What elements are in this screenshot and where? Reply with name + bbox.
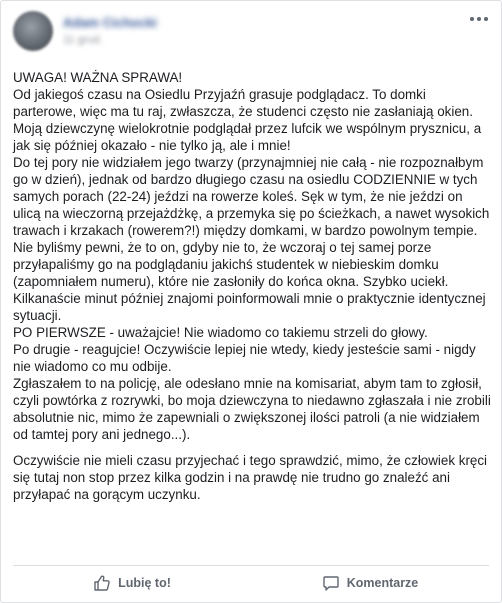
more-options-icon[interactable]: [467, 11, 491, 27]
like-label: Lubię to!: [118, 576, 171, 590]
post-line: Oczywiście nie mieli czasu przyjechać i tego sprawdzić, mimo, że człowiek kręci się tutaj non stop przez kilka godzin i na prawdę nie trudno go znaleźć ani przyłapać na gorącym uczynku.: [13, 453, 488, 502]
post-text: [13, 69, 491, 503]
author-name[interactable]: Adam Cichocki: [63, 15, 157, 30]
more-dot: [470, 17, 474, 21]
action-bar: [13, 567, 489, 599]
post-header: [1, 1, 501, 63]
thumbs-up-icon: [93, 574, 111, 592]
divider: [13, 565, 489, 566]
post-line: Od jakiegoś czasu na Osiedlu Przyjaźń grasuje podglądacz. To domki parterowe, więc ma tu raj, zwłaszcza, że studenci często nie zasłaniają okien. Moją dziewczynę wielokrotnie podglądał przez lufcik we wspólnym prysznicu, a jak się później okazało - nie tylko ją, ale i mnie!: [13, 87, 482, 153]
more-dot: [477, 17, 481, 21]
comment-label: Komentarze: [346, 576, 419, 590]
like-button[interactable]: [13, 567, 251, 599]
comment-button[interactable]: [251, 567, 489, 599]
more-dot: [484, 17, 488, 21]
avatar[interactable]: [13, 11, 53, 51]
post-line: Zgłaszałem to na policję, ale odesłano mnie na komisariat, abym tam to zgłosił, czyli powtórka z rozrywki, bo moja dziewczyna to niedawno zgłaszała i nie zrobili absolutnie nic, mimo że zapewniali o zwiększonej ilości patroli (a nie widziałem od tamtej pory ani jednego...).: [13, 376, 491, 442]
post-line: UWAGA! WAŻNA SPRAWA!: [13, 70, 183, 85]
post-timestamp[interactable]: 11 grud.: [63, 34, 103, 46]
post-line: Po drugie - reagujcie! Oczywiście lepiej nie wtedy, kiedy jesteście sami - nigdy nie wiadomo co mu odbije.: [13, 342, 476, 374]
comment-icon: [322, 574, 340, 592]
post-line: PO PIERWSZE - uważajcie! Nie wiadomo co takiemu strzeli do głowy.: [13, 325, 428, 340]
post-line: Do tej pory nie widziałem jego twarzy (przynajmniej nie całą - nie rozpoznałbym go w dzień), jednak od bardzo długiego czasu na osiedlu CODZIENNIE w tych samych porach (22-24) jeździ na rowerze koleś. Sęk w tym, że nie jeździ on ulicą na wieczorną przejażdżkę, a przemyka się po ścieżkach, a nawet wysokich trawach i krzakach (rowerem?!) między domkami, w bardzo powolnym tempie. Nie byliśmy pewni, że to on, gdyby nie to, że wczoraj o tej samej porze przyłapaliśmy go na podglądaniu jakichś studentek w niebieskim domku (zapomniałem numeru), które nie zasłoniły do końca okna. Szybko uciekł. Kilkanaście minut później znajomi poinformowali mnie o praktycznie identycznej sytuacji.: [13, 155, 490, 323]
